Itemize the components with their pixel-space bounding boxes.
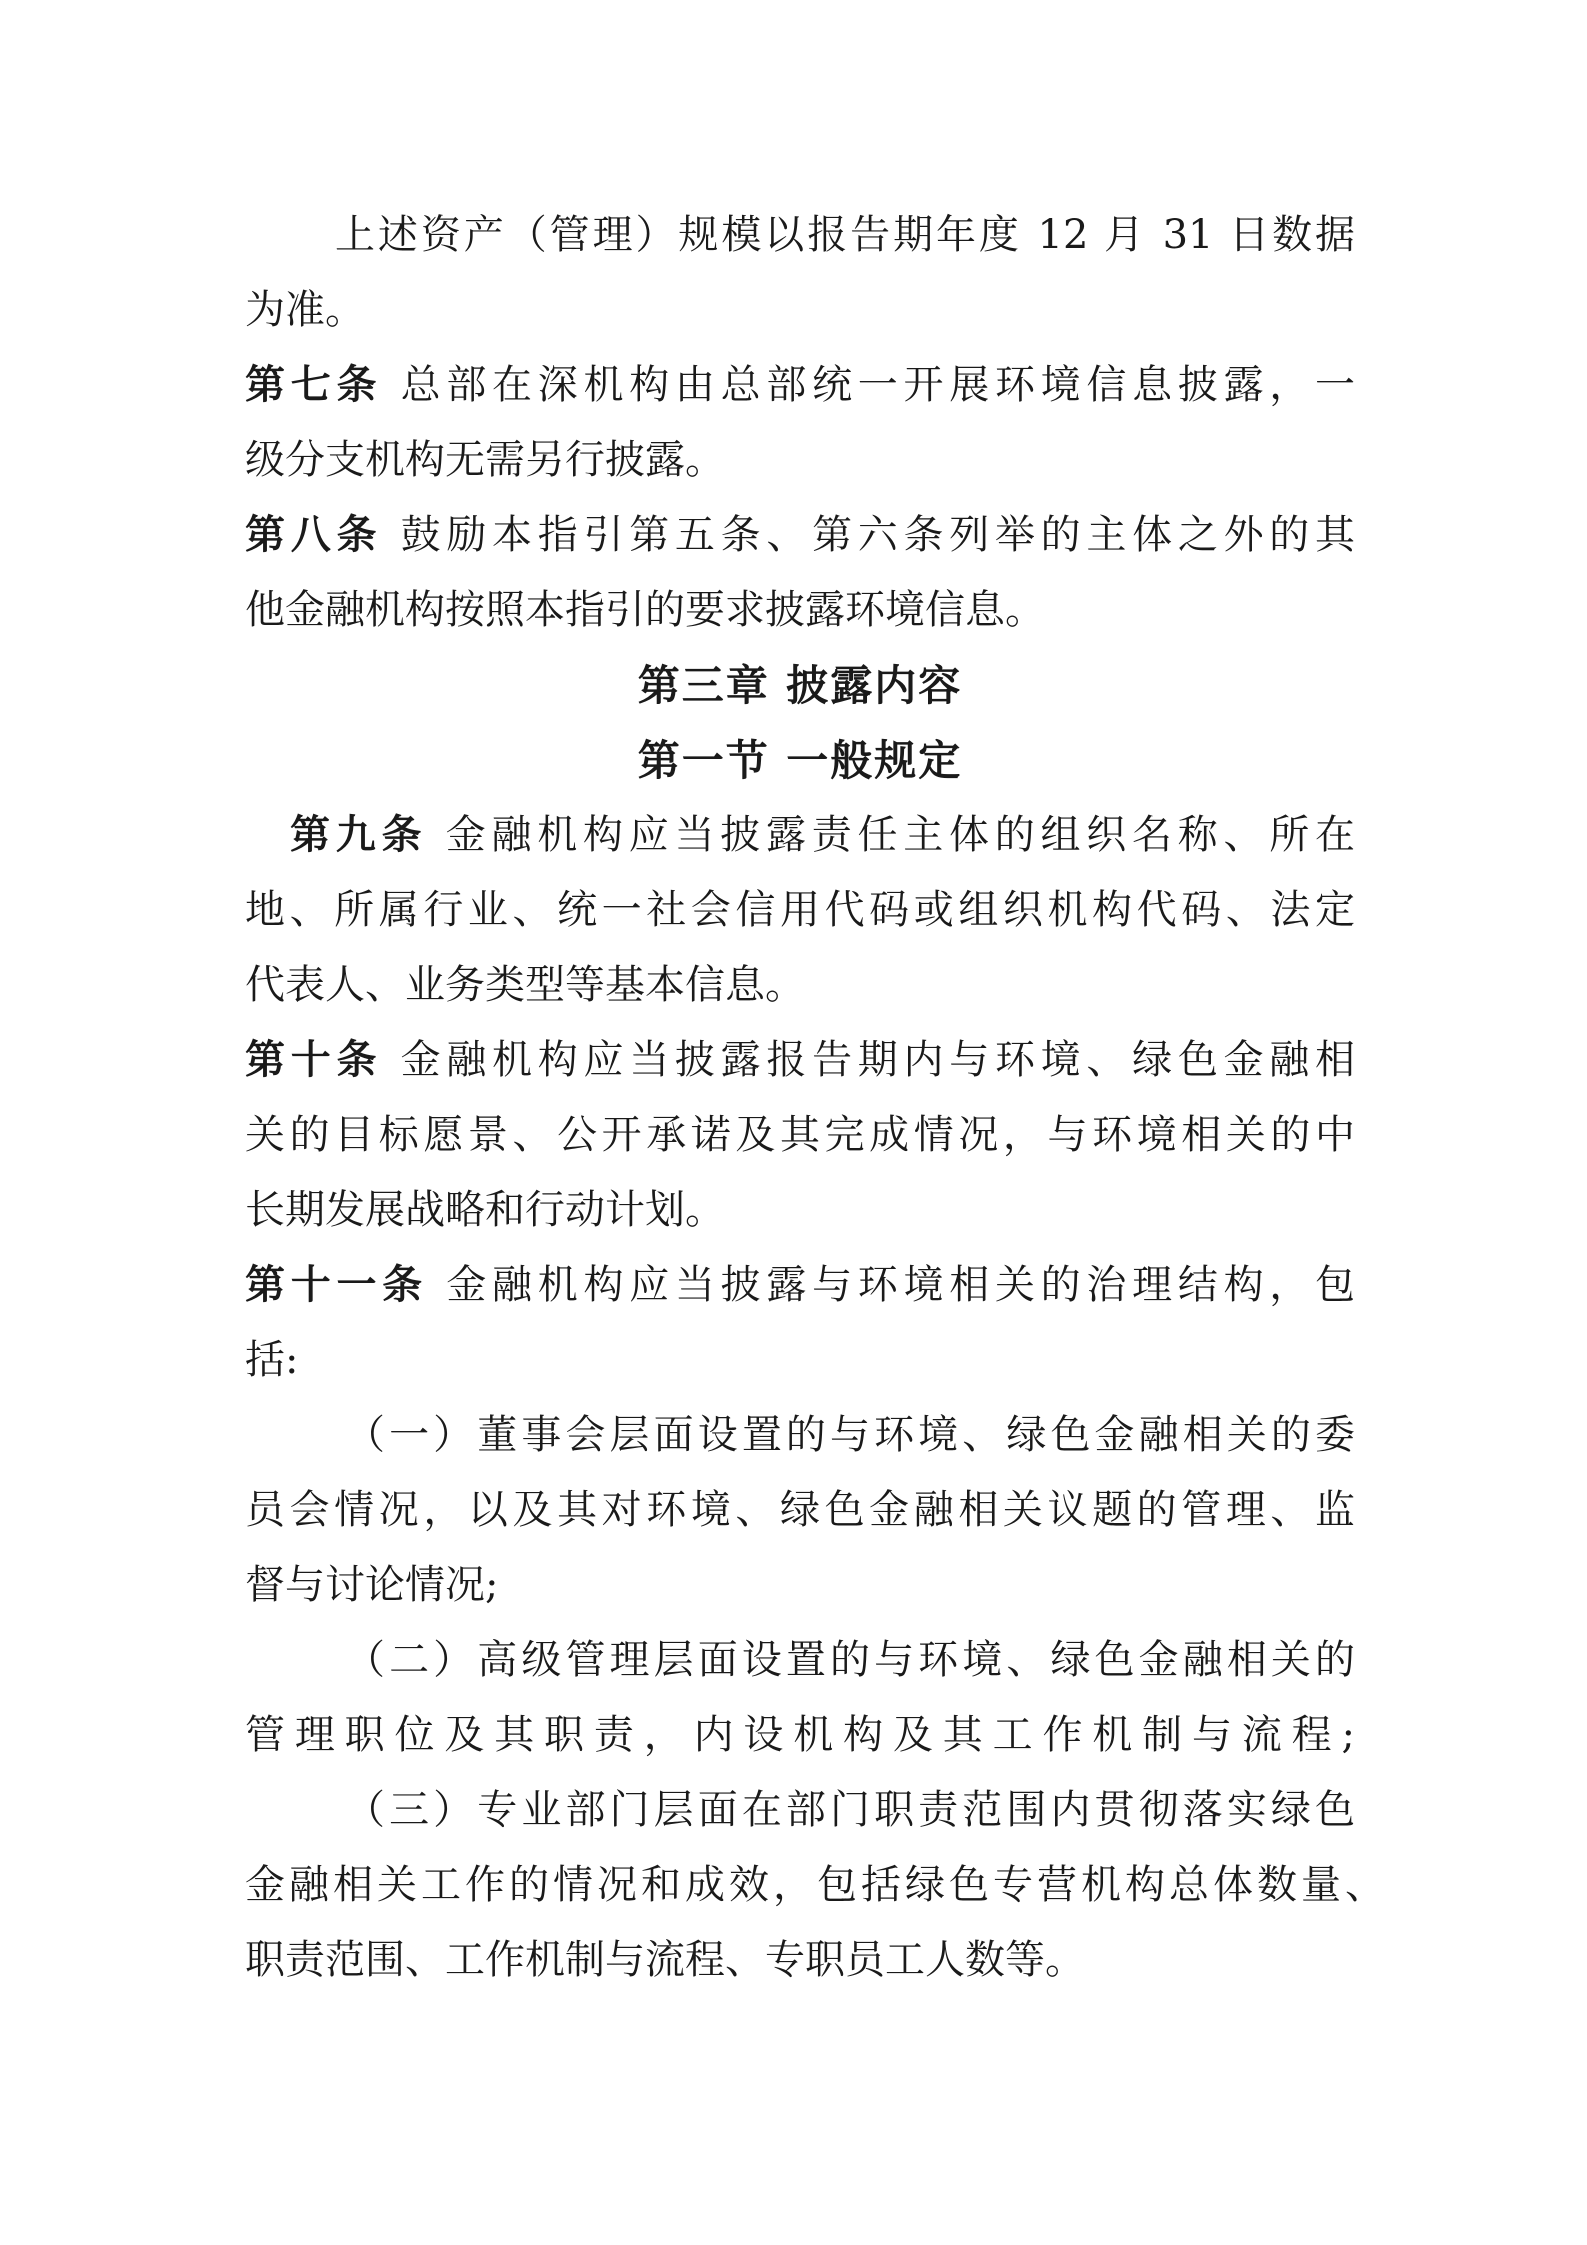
paragraph-line: 为准。	[245, 287, 365, 333]
article-11-line-2: 括:	[245, 1337, 299, 1383]
section-heading: 第一节 一般规定	[637, 736, 963, 785]
article-9-line-1	[245, 798, 1355, 873]
item-1-line-1: （一）董事会层面设置的与环境、绿色金融相关的委	[345, 1412, 1355, 1458]
article-label: 第七条	[245, 362, 383, 408]
article-7-line-2: 级分支机构无需另行披露。	[245, 437, 725, 483]
article-label: 第十一条	[245, 1262, 428, 1308]
item-3-line-1: （三）专业部门层面在部门职责范围内贯彻落实绿色	[345, 1787, 1355, 1833]
article-9-line-2: 地、所属行业、统一社会信用代码或组织机构代码、法定	[245, 887, 1355, 933]
paragraph-line: 上述资产（管理）规模以报告期年度 12 月 31 日数据	[335, 212, 1355, 258]
chapter-heading: 第三章 披露内容	[637, 661, 963, 710]
article-11-line-1	[245, 1248, 1355, 1323]
article-9-line-3: 代表人、业务类型等基本信息。	[245, 962, 805, 1008]
item-1-line-3: 督与讨论情况;	[245, 1562, 499, 1608]
article-label: 第八条	[245, 512, 383, 558]
article-label: 第十条	[245, 1037, 383, 1083]
article-text: 金融机构应当披露报告期内与环境、绿色金融相	[382, 1037, 1356, 1083]
item-2-line-1: （二）高级管理层面设置的与环境、绿色金融相关的	[345, 1637, 1355, 1683]
article-text: 总部在深机构由总部统一开展环境信息披露，一	[382, 362, 1356, 408]
item-3-line-2: 金融相关工作的情况和成效，包括绿色专营机构总体数量、	[245, 1862, 1385, 1908]
article-8-line-1	[245, 498, 1355, 573]
article-10-line-3: 长期发展战略和行动计划。	[245, 1187, 725, 1233]
article-text: 鼓励本指引第五条、第六条列举的主体之外的其	[382, 512, 1356, 558]
article-text: 金融机构应当披露与环境相关的治理结构，包	[427, 1262, 1356, 1308]
article-8-line-2: 他金融机构按照本指引的要求披露环境信息。	[245, 587, 1045, 633]
document-page	[245, 198, 1385, 1998]
article-10-line-2: 关的目标愿景、公开承诺及其完成情况，与环境相关的中	[245, 1112, 1355, 1158]
article-text: 金融机构应当披露责任主体的组织名称、所在	[427, 812, 1356, 858]
item-2-line-2: 管理职位及其职责，内设机构及其工作机制与流程;	[245, 1712, 1355, 1758]
article-10-line-1	[245, 1023, 1355, 1098]
item-1-line-2: 员会情况，以及其对环境、绿色金融相关议题的管理、监	[245, 1487, 1355, 1533]
item-3-line-3: 职责范围、工作机制与流程、专职员工人数等。	[245, 1937, 1085, 1983]
article-label: 第九条	[290, 812, 428, 858]
article-7-line-1	[245, 348, 1355, 423]
